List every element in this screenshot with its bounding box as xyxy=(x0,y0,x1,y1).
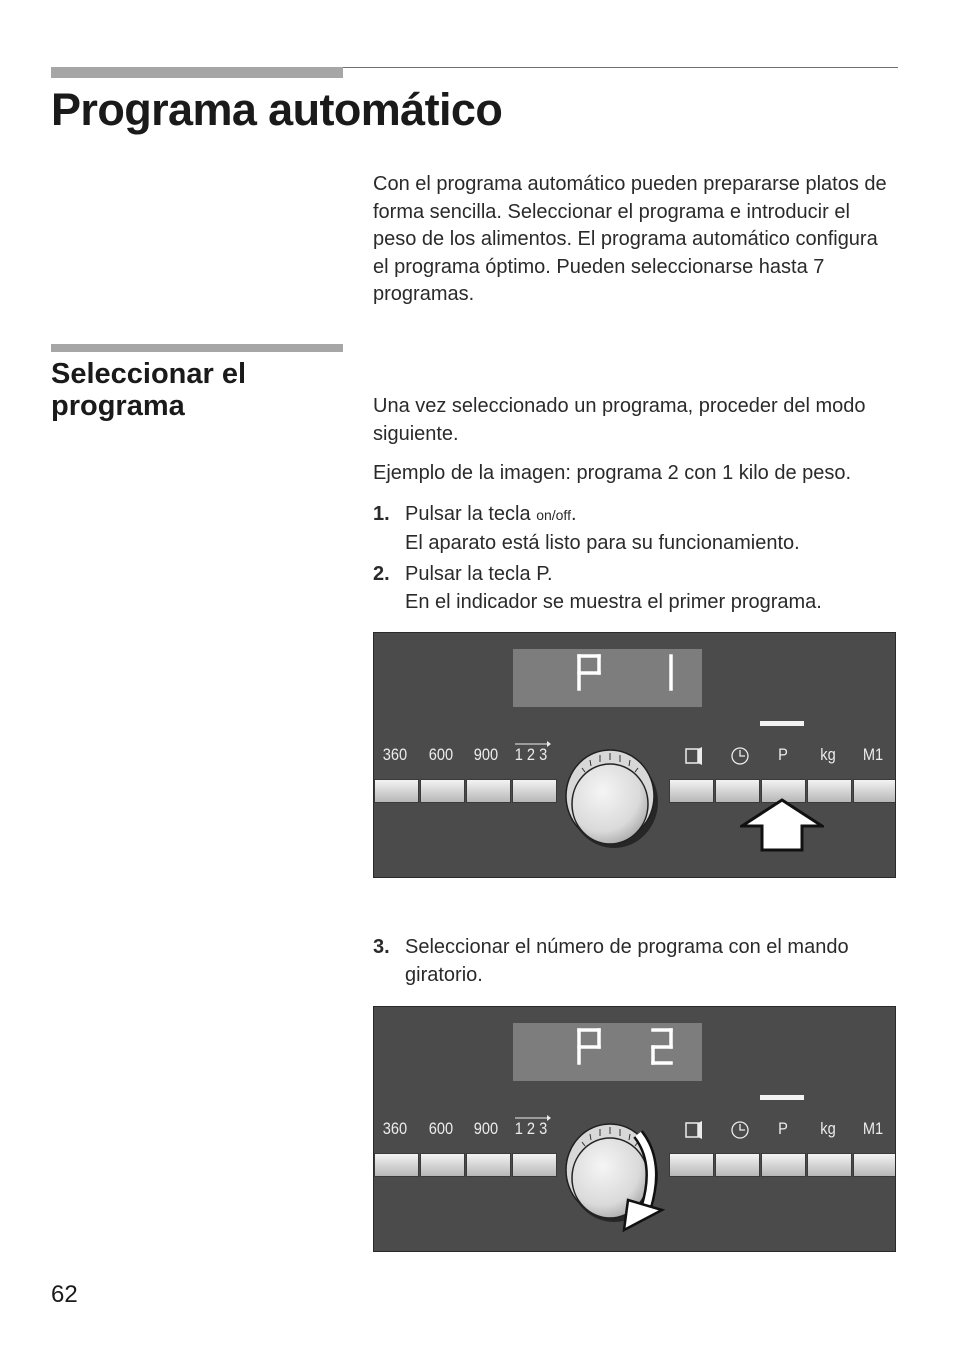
paragraph-example: Ejemplo de la imagen: programa 2 con 1 kilo de peso. xyxy=(373,462,852,484)
label-900: 900 xyxy=(473,1119,499,1138)
function-keys xyxy=(669,1153,896,1177)
step-number: 2. xyxy=(373,563,390,585)
p-indicator-bar xyxy=(760,1095,804,1100)
key-clock-button[interactable] xyxy=(715,1153,760,1177)
key-123-button[interactable] xyxy=(512,779,557,803)
key-door-button[interactable] xyxy=(669,779,714,803)
page-title: Programa automático xyxy=(51,84,503,135)
key-door-button[interactable] xyxy=(669,1153,714,1177)
label-360: 360 xyxy=(382,745,408,764)
sequence-arrow-icon xyxy=(515,741,551,747)
digit-2 xyxy=(653,1030,671,1063)
step-text: Seleccionar el número de programa con el mando giratorio. xyxy=(405,936,849,986)
label-m1: M1 xyxy=(862,745,884,764)
section-rule xyxy=(51,344,343,352)
p-key-label: P xyxy=(536,563,547,585)
key-360-button[interactable] xyxy=(374,1153,419,1177)
control-panel-figure-1 xyxy=(373,632,896,878)
step-text: Pulsar la tecla xyxy=(405,563,531,585)
key-123-button[interactable] xyxy=(512,1153,557,1177)
section-title: Seleccionar el programa xyxy=(51,358,247,422)
label-360: 360 xyxy=(382,1119,408,1138)
digit-p xyxy=(579,1030,599,1063)
rotary-knob[interactable] xyxy=(560,738,660,858)
sequence-arrow-icon xyxy=(515,1115,551,1121)
key-900-button[interactable] xyxy=(466,1153,511,1177)
page-number: 62 xyxy=(51,1281,78,1308)
label-p: P xyxy=(778,1119,788,1138)
step-3 xyxy=(373,934,901,990)
step-result: En el indicador se muestra el primer programa. xyxy=(405,590,822,613)
label-600: 600 xyxy=(428,1119,454,1138)
key-p-button[interactable] xyxy=(761,1153,806,1177)
door-icon xyxy=(670,1119,716,1141)
key-900-button[interactable] xyxy=(466,779,511,803)
key-kg-button[interactable] xyxy=(807,1153,852,1177)
clock-icon xyxy=(716,1119,762,1141)
key-600-button[interactable] xyxy=(420,1153,465,1177)
program-display xyxy=(513,1023,702,1081)
door-icon xyxy=(670,745,716,767)
step-number: 3. xyxy=(373,936,390,958)
intro-paragraph: Con el programa automático pueden prepararse platos de forma sencilla. Seleccionar el programa e introducir el peso de los alimentos. El programa automático configura el programa óptimo. Pueden seleccionarse hasta 7 programas. xyxy=(373,173,887,305)
rotary-knob[interactable] xyxy=(560,1112,670,1232)
label-123: 1 2 3 xyxy=(514,745,548,764)
display-digits xyxy=(513,1023,702,1081)
on-off-key-label: on/off xyxy=(536,507,571,523)
step-result: El aparato está listo para su funcionamiento. xyxy=(405,531,800,554)
label-kg: kg xyxy=(820,1119,836,1138)
label-m1: M1 xyxy=(862,1119,884,1138)
key-m1-button[interactable] xyxy=(853,779,896,803)
step-2: 2. Pulsar la tecla P. En el indicador se muestra el primer programa. xyxy=(373,563,822,613)
label-p: P xyxy=(778,745,788,764)
press-arrow-icon xyxy=(740,798,824,854)
label-kg: kg xyxy=(820,745,836,764)
key-360-button[interactable] xyxy=(374,779,419,803)
key-600-button[interactable] xyxy=(420,779,465,803)
label-900: 900 xyxy=(473,745,499,764)
power-keys xyxy=(374,1153,557,1177)
p-indicator-bar xyxy=(760,721,804,726)
step-number: 1. xyxy=(373,503,390,525)
title-rule-thin xyxy=(343,67,898,68)
program-display xyxy=(513,649,702,707)
key-m1-button[interactable] xyxy=(853,1153,896,1177)
step-1: 1. Pulsar la tecla on/off. El aparato está listo para su funcionamiento. xyxy=(373,503,800,554)
power-keys xyxy=(374,779,557,803)
label-123: 1 2 3 xyxy=(514,1119,548,1138)
title-rule-thick xyxy=(51,67,343,78)
step-text: Pulsar la tecla xyxy=(405,503,531,525)
clock-icon xyxy=(716,745,762,767)
label-600: 600 xyxy=(428,745,454,764)
control-panel-figure-2 xyxy=(373,1006,896,1252)
digit-p xyxy=(579,656,599,689)
paragraph-procedure: Una vez seleccionado un programa, proceder del modo siguiente. xyxy=(373,395,866,445)
display-digits xyxy=(513,649,702,707)
